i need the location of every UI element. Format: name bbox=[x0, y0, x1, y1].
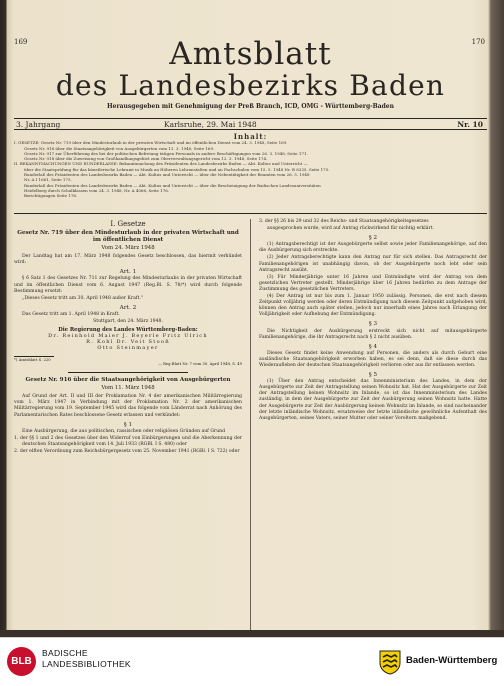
paragraph: (1) Antragsberechtigt ist der Ausgebürgerte selbst sowie jeder Familienangehörige, auf den die Ausbürgerung sich erstreckte. bbox=[259, 242, 487, 254]
paragraph: ausgesprochen wurde, wird auf Antrag rückwirkend für nichtig erklärt. bbox=[267, 226, 434, 232]
paragraph: (4) Der Antrag ist nur bis zum 1. Januar 1950 zulässig. Personen, die erst nach diesem Zeitpunkt volljährig werden oder deren Entmündigung nach diesem Zeitpunkt aufgehoben wird, können den Antrag auch später stellen, jedoch nur innerhalb eines Jahres nach Erlangung der Volljährigkeit oder Aufhebung der Entmündigung. bbox=[259, 294, 487, 318]
blb-line2: LANDESBIBLIOTHEK bbox=[42, 659, 131, 669]
newspaper-page bbox=[14, 30, 487, 635]
toc-line: Nr. A I 1661, Seite 175. bbox=[24, 177, 72, 183]
paragraph: Auf Grund der Art. II und III der Proklamation Nr. 4 der amerikanischen Militärregierung vom 1. März 1947 in Verbindung mit der Proklamation Nr. 2 der amerikanischen Militärregierung vom 19. September 1945 wird das folgende vom Länderrat nach Anhörung des Parlamentarischen Rates beschlossene Gesetz erlassen und verkündet: bbox=[14, 394, 242, 418]
page-number-left: 169 bbox=[14, 38, 28, 46]
signatories: R. Kohl Dr. Veit Stooß bbox=[86, 339, 170, 346]
article-heading: Art. 2 bbox=[119, 304, 137, 311]
list-item: 3. der §§ 26 bis 29 und 32 des Reichs- und Staatsangehörigkeitsgesetzes bbox=[259, 219, 429, 224]
toc-line: über die Staatsprüfung für das künstlerische Lehramt in Musik an Höheren Lehranstalten und an Fachschulen vom 15. 5. 1948 Nr. B 8335, Seite 175. bbox=[24, 166, 330, 172]
signatories: Dr. Reinhold Maier J. Beyerle Fritz Ulrich bbox=[48, 333, 208, 340]
library-footer bbox=[0, 637, 504, 686]
toc-title: Inhalt: bbox=[233, 132, 268, 141]
toc-line: I. GESETZE: Gesetz Nr. 719 über den Mindesturlaub in der privaten Wirtschaft und im öffentlichen Dienst vom 24. 3. 1948, Seite 169. bbox=[14, 140, 288, 146]
law-separator bbox=[68, 372, 188, 373]
masthead bbox=[54, 38, 447, 110]
binding-edge bbox=[0, 630, 504, 637]
blb-logo-icon[interactable]: BLB bbox=[7, 647, 36, 676]
masthead-title-line1: Amtsblatt bbox=[169, 36, 332, 72]
paragraph: (2) Jeder Antragsberechtigte kann den Antrag nur für sich stellen. Das Antragsrecht der Familienangehörigen ist unabhängig davon, ob der Ausgebürgerte noch lebt oder sein Antragsrecht ausübt. bbox=[259, 255, 487, 273]
issue-number: Nr. 10 bbox=[457, 120, 483, 129]
paragraph: Die Nichtigkeit der Ausbürgerung erstreckt sich nicht auf mitausgebürgerte Familienangehörige, die ihr Antragsrecht nach § 2 nicht ausüben. bbox=[259, 328, 487, 340]
left-column bbox=[14, 219, 242, 456]
article-heading: Art. 1 bbox=[119, 269, 137, 276]
paragraph: Dieses Gesetz findet keine Anwendung auf Personen, die anders als durch Geburt eine ausländische Staatsangehörigkeit erworben haben, es sei denn, daß sie diese durch das Wiederaufleben der deutschen Staatsangehörigkeit verlieren oder aus ihr entlassen werden. bbox=[259, 350, 487, 368]
section-mark: § 5 bbox=[368, 372, 378, 379]
issue-info-bar bbox=[14, 118, 487, 130]
paragraph: § 6 Satz 1 des Gesetzes Nr. 711 zur Regelung des Mindesturlaubs in der privaten Wirtschaft und im öffentlichen Dienst vom 6. August 1947 (Reg.Bl. S. 78/*) wird durch folgende Bestimmung ersetzt: bbox=[14, 276, 242, 294]
government-line: Die Regierung des Landes Württemberg-Baden: bbox=[58, 327, 198, 334]
toc-line: Gesetz Nr. 916 über die Staatsangehörigkeit von Ausgebürgerten vom 11. 3. 1948, Seite 169. bbox=[24, 145, 215, 151]
bw-label[interactable]: Baden-Württemberg bbox=[406, 655, 498, 666]
blb-line1: BADISCHE bbox=[42, 648, 88, 658]
law-date: Vom 11. März 1948 bbox=[101, 385, 155, 392]
list-item: 2. der elften Verordnung zum Reichsbürgergesetz vom 25. November 1941 (RGBl. I S. 722) oder bbox=[14, 449, 240, 455]
paragraph: Eine Ausbürgerung, die aus politischen, rassischen oder religiösen Gründen auf Grund bbox=[22, 428, 226, 434]
section-mark: § 2 bbox=[368, 235, 378, 242]
paragraph: (1) Über den Antrag entscheidet das Innenministerium des Landes, in dem der Ausgebürgerte zur Zeit der Antragstellung seinen Wohnsitz hat. Hat der Ausgebürgerte zur Zeit der Antragstellung keinen Wohnsitz im Inlande, so ist das Innenministerium des Landes zuständig, in dem der Ausgebürgerte zur Zeit der Ausbürgerung seinen Wohnsitz hatte. Hatte der Ausgebürgerte zur Zeit der Ausbürgerung keinen Wohnsitz im Inlande, so sind nacheinander der letzte inländische Wohnsitz, ersatzweise der letzte inländische gewöhnliche Aufenthalt des Ausgebürgerten, seines Vaters, seiner Mutter oder seiner Voreltern maßgebend. bbox=[259, 379, 487, 421]
place-date: Karlsruhe, 29. Mai 1948 bbox=[164, 120, 257, 129]
toc-divider bbox=[14, 213, 487, 214]
bw-crest-icon[interactable] bbox=[378, 649, 402, 675]
toc-line: Runderlaß des Präsidenten des Landesbezirks Baden — Abt. Kultus und Unterricht — über die Nebentätigkeit der Beamten vom 26. 5. 1948 bbox=[24, 172, 310, 178]
law-title: Gesetz Nr. 916 über die Staatsangehörigkeit von Ausgebürgerten bbox=[25, 376, 231, 383]
signatories: Otto Steinmayer bbox=[97, 345, 159, 352]
section-heading: I. Gesetze bbox=[110, 220, 146, 228]
section-mark: § 4 bbox=[368, 343, 378, 350]
toc-line: Heidelberg durch Schulklassen vom 24. 3. 1948, Nr. A 4066, Seite 176. bbox=[24, 187, 170, 193]
toc-line: Gesetz Nr. 918 über die Zuweisung von Großhandlungsgebiet zum Oberverwaltungsgericht vom 12. 3. 1948, Seite 174. bbox=[24, 156, 268, 162]
footnote-reference: — Reg.Blatt Nr. 7 vom 30. April 1948, S. 49 bbox=[158, 361, 242, 367]
law-title: Gesetz Nr. 719 über den Mindesturlaub in der privaten Wirtschaft und im öffentlichen Dienst bbox=[17, 230, 239, 243]
volume-label: 3. Jahrgang bbox=[16, 120, 61, 129]
paragraph: (3) Für Minderjährige unter 16 Jahren und Entmündigte wird der Antrag von dem gesetzlichen Vertreter gestellt. Minderjährige über 16 Jahren bedürfen zu dem Antrage der Zustimmung des gesetzlichen Vertreters. bbox=[259, 274, 487, 292]
paragraph: „Dieses Gesetz tritt am 30. April 1948 außer Kraft." bbox=[22, 295, 143, 301]
masthead-title-line2: des Landesbezirks Baden bbox=[55, 69, 446, 102]
toc-line: II. BEKANNTMACHUNGEN UND RUNDERLASSE: Bekanntmachung des Präsidenten des Landesbezirks Baden — Abt. Kultus und Unterricht — bbox=[14, 161, 308, 167]
paragraph: Der Landtag hat am 17. März 1948 folgendes Gesetz beschlossen, das hiermit verkündet wird: bbox=[14, 254, 242, 266]
toc-line: Gesetz Nr. 917 zur Überführung des bei der politischen Befreiung tätigen Personals in andere Beschäftigungen vom 26. 3. 1948, Seite 171. bbox=[24, 150, 308, 156]
blb-logo-text[interactable] bbox=[42, 648, 131, 670]
toc-line: Runderlaß des Präsidenten des Landesbezirks Baden — Abt. Kultus und Unterricht — über die Bescheinigung der Badischen Landesuniversitäten bbox=[24, 182, 321, 188]
footnote: *) Amtsblatt S. 220 bbox=[14, 356, 51, 362]
table-of-contents bbox=[14, 134, 487, 199]
section-mark: § 1 bbox=[123, 421, 133, 428]
page-number-right: 170 bbox=[471, 38, 485, 46]
list-item: 1. der §§ 1 und 2 des Gesetzes über den Widerruf von Einbürgerungen und die Aberkennung der deutschen Staatsangehörigkeit vom 14. Juli 1933 (RGBl. I S. 480) oder bbox=[14, 435, 242, 447]
right-column bbox=[259, 219, 487, 423]
place-date-line: Stuttgart, den 24. März 1948. bbox=[93, 319, 163, 325]
column-divider bbox=[250, 219, 251, 631]
law-date: Vom 24. März 1948 bbox=[101, 245, 155, 252]
section-mark: § 3 bbox=[368, 321, 378, 328]
paragraph: Das Gesetz tritt am 1. April 1948 in Kraft. bbox=[22, 311, 120, 317]
masthead-subtitle: Herausgegeben mit Genehmigung der Preß Branch, ICD, OMG - Württemberg-Baden bbox=[107, 103, 394, 110]
toc-line: Berichtigungen Seite 176. bbox=[24, 193, 78, 199]
